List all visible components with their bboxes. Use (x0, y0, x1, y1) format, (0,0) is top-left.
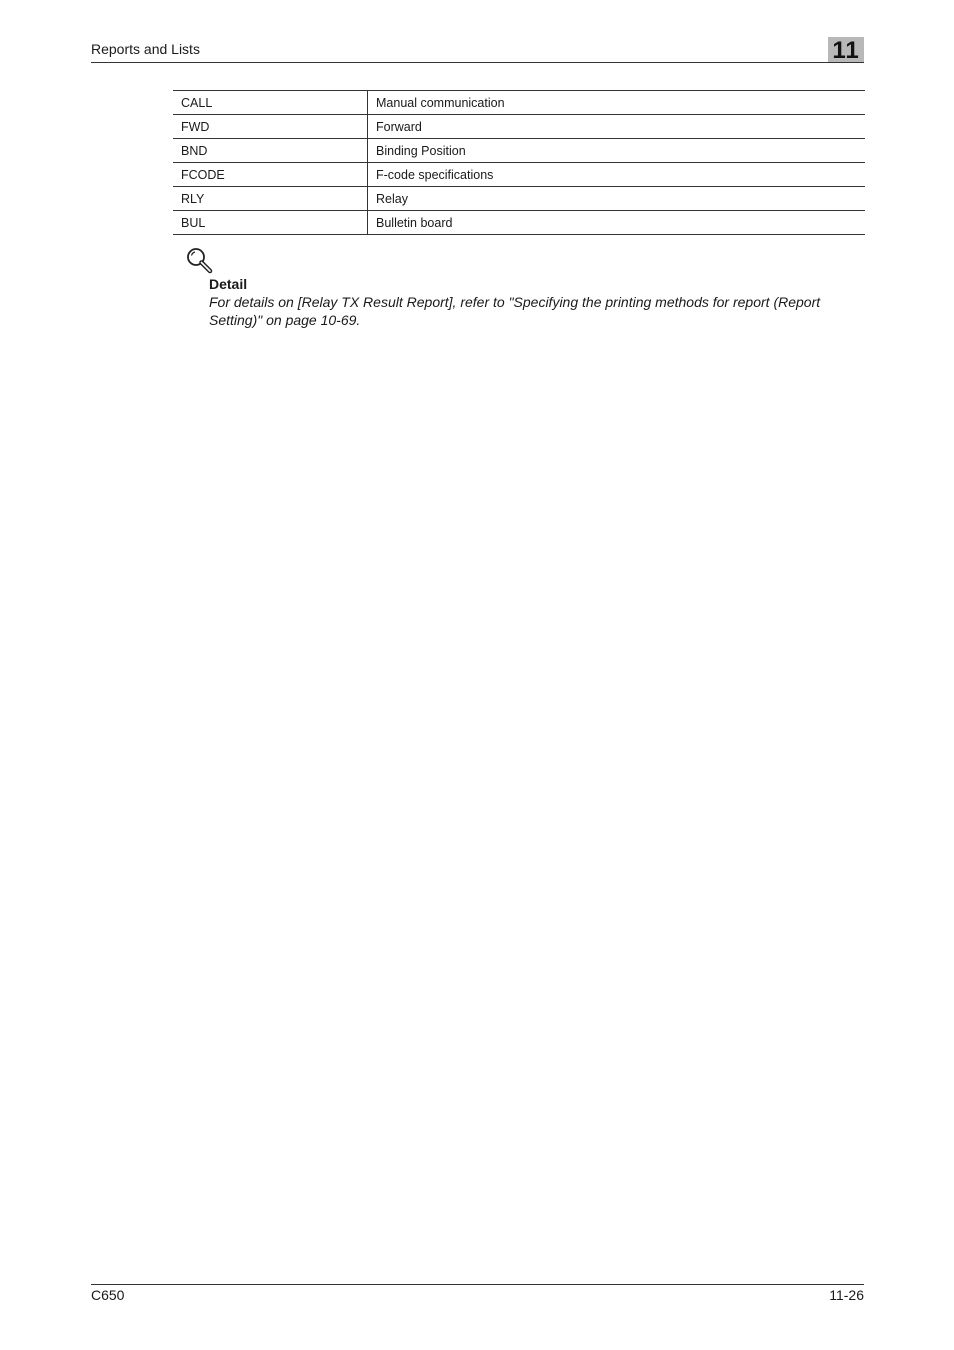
meaning-cell: Manual communication (368, 91, 866, 115)
table-row (173, 187, 865, 211)
code-cell: RLY (173, 187, 368, 211)
page-header (91, 37, 864, 64)
meaning-cell: F-code specifications (368, 163, 866, 187)
detail-text: For details on [Relay TX Result Report], refer to "Specifying the printing methods for report (Report Setting)" on page 10-69. (209, 294, 821, 328)
table-row (173, 139, 865, 163)
meaning-cell: Binding Position (368, 139, 866, 163)
table-row (173, 115, 865, 139)
code-table (173, 90, 865, 235)
code-cell: BUL (173, 211, 368, 235)
section-title: Reports and Lists (91, 41, 200, 57)
page-footer (91, 1284, 864, 1305)
chapter-number: 11 (828, 37, 864, 62)
table-row (173, 163, 865, 187)
code-cell: BND (173, 139, 368, 163)
magnifier-icon (185, 246, 213, 274)
table-row (173, 211, 865, 235)
meaning-cell: Bulletin board (368, 211, 866, 235)
page-number: 11-26 (829, 1287, 864, 1303)
table-row (173, 91, 865, 115)
code-cell: CALL (173, 91, 368, 115)
meaning-cell: Forward (368, 115, 866, 139)
code-cell: FWD (173, 115, 368, 139)
meaning-cell: Relay (368, 187, 866, 211)
model-name: C650 (91, 1287, 125, 1303)
code-cell: FCODE (173, 163, 368, 187)
detail-label: Detail (209, 276, 248, 292)
